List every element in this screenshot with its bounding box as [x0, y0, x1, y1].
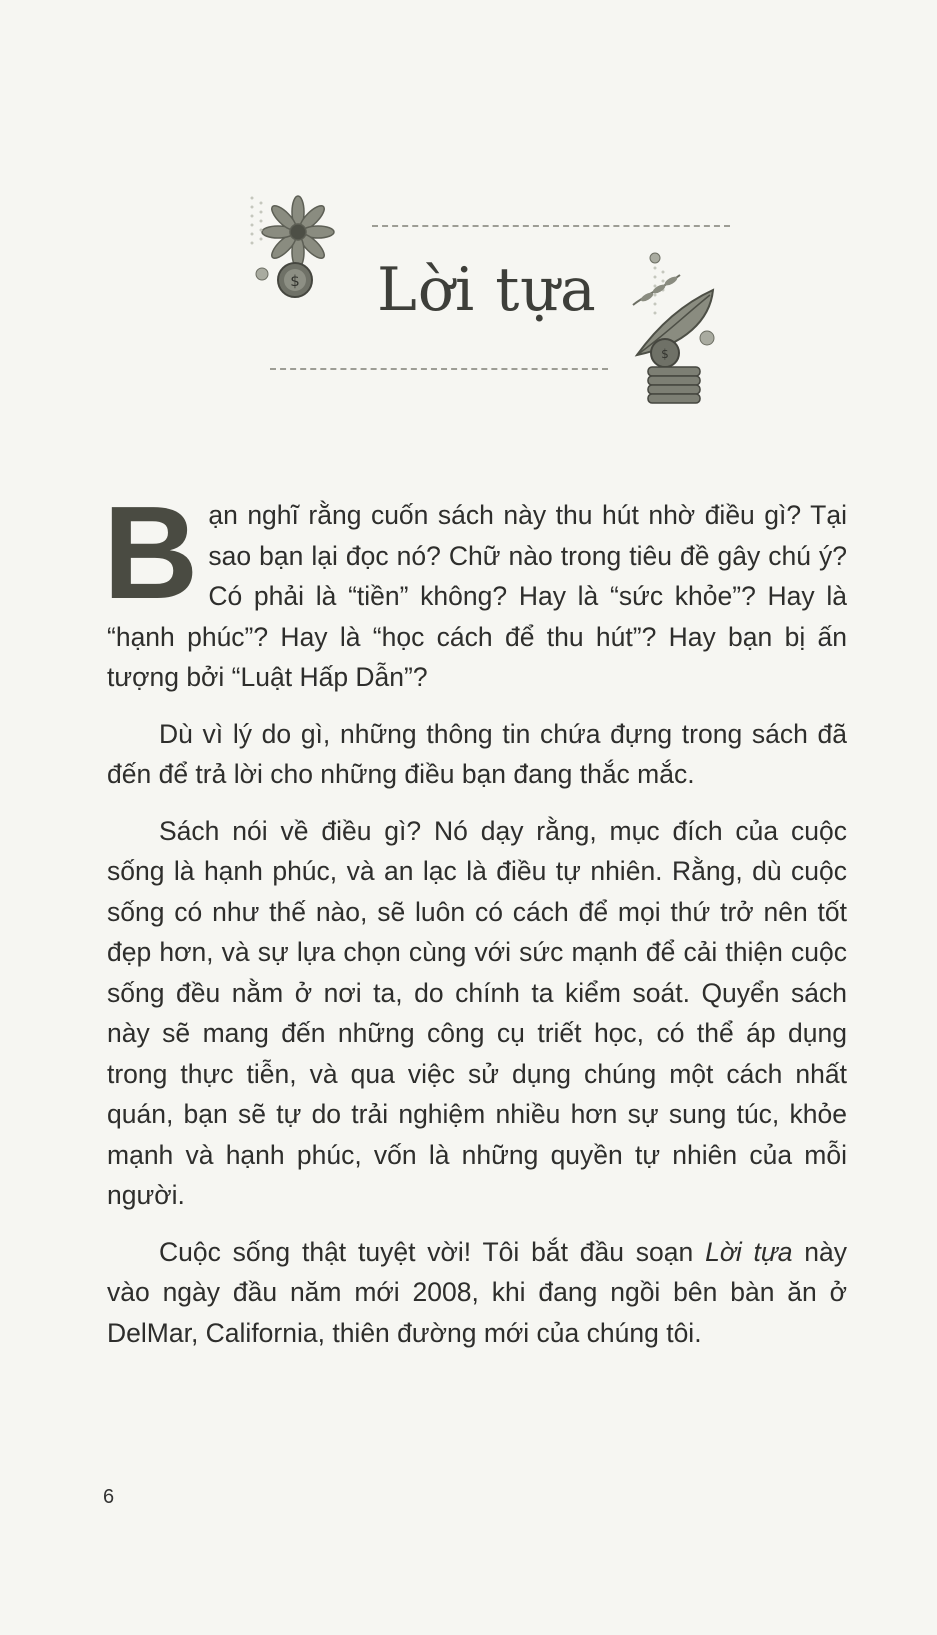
preface-body — [103, 479, 847, 1369]
chapter-header — [240, 195, 740, 415]
paragraph-4-text-start: Cuộc sống thật tuyệt vời! Tôi bắt đầu soạn — [159, 1236, 706, 1267]
paragraph-4-text-end: này vào ngày đầu năm mới 2008, khi đang ngồi bên bàn ăn ở DelMar, California, thiên đường mới của chúng tôi. — [107, 1236, 847, 1348]
paragraph-3: Sách nói về điều gì? Nó dạy rằng, mục đích của cuộc sống là hạnh phúc, và an lạc là điều tự nhiên. Rằng, dù cuộc sống có như thế nào, sẽ luôn có cách để mọi thứ trở nên tốt đẹp hơn, và sự lựa chọn cùng với sức mạnh để cải thiện cuộc sống đều nằm ở nơi ta, do chính ta kiểm soát. Quyển sách này sẽ mang đến những công cụ triết học, có thể áp dụng trong thực tiễn, và qua việc sử dụng chúng một cách nhất quán, bạn sẽ tự do trải nghiệm nhiều hơn sự sung túc, khỏe mạnh và hạnh phúc, vốn là những quyền tự nhiên của mỗi người. — [107, 815, 847, 1210]
paragraph-1 — [103, 479, 847, 698]
paragraph-2: Dù vì lý do gì, những thông tin chứa đựng trong sách đã đến để trả lời cho những điều bạn đang thắc mắc. — [107, 718, 847, 789]
svg-text:$: $ — [661, 347, 669, 361]
dashed-divider-bottom — [270, 368, 608, 370]
page-number: 6 — [103, 1486, 115, 1508]
dashed-divider-top — [372, 225, 730, 227]
paragraph-4-italic-title: Lời tựa — [705, 1236, 793, 1267]
chapter-title: Lời tựa — [377, 255, 597, 325]
paragraph-4 — [107, 1232, 847, 1354]
drop-cap-letter: B — [103, 479, 199, 626]
flower-coin-icon — [240, 195, 340, 310]
leaf-coin-stack-icon — [625, 250, 735, 410]
paragraph-1-text: ạn nghĩ rằng cuốn sách này thu hút nhờ điều gì? Tại sao bạn lại đọc nó? Chữ nào trong tiêu đề gây chú ý? Có phải là “tiền” không? Hay là “sức khỏe”? Hay là “hạnh phúc”? Hay là “học cách để thu hút”? Hay bạn bị ấn tượng bởi “Luật Hấp Dẫn”? — [107, 500, 847, 692]
svg-text:$: $ — [290, 272, 300, 290]
